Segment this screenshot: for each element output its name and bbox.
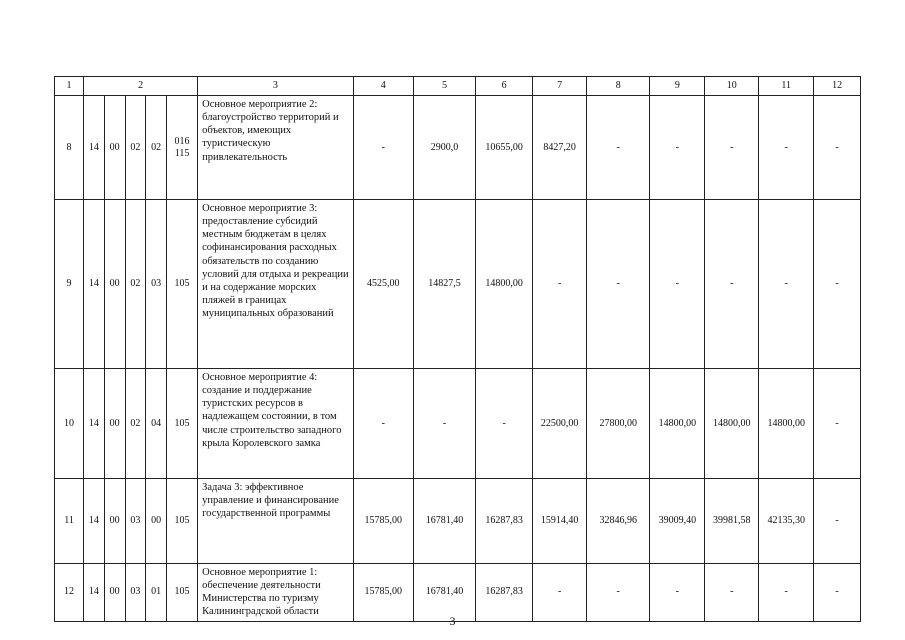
value-cell: 16287,83 — [476, 564, 533, 622]
code-cell: 03 — [125, 479, 146, 564]
row-number: 8 — [55, 96, 84, 200]
header-cell: 1 — [55, 77, 84, 96]
value-cell: 42135,30 — [759, 479, 814, 564]
value-cell: 39009,40 — [650, 479, 705, 564]
value-cell: - — [413, 369, 475, 479]
description-cell: Задача 3: эффективное управление и финансирование государственной программы — [198, 479, 354, 564]
value-cell: 15785,00 — [353, 479, 413, 564]
header-cell: 10 — [705, 77, 759, 96]
value-cell: - — [705, 564, 759, 622]
table-row — [55, 96, 861, 200]
description-cell: Основное мероприятие 3: предоставление субсидий местным бюджетам в целях софинансирования расходных обязательств по созданию условий для отдыха и рекреации и на содержание морских пляжей в границах муниципальных образований — [198, 200, 354, 369]
value-cell: - — [759, 96, 814, 200]
value-cell: 22500,00 — [533, 369, 587, 479]
value-cell: 14800,00 — [476, 200, 533, 369]
value-cell: - — [476, 369, 533, 479]
value-cell: 4525,00 — [353, 200, 413, 369]
value-cell: - — [533, 564, 587, 622]
value-cell: - — [353, 96, 413, 200]
header-cell: 12 — [814, 77, 861, 96]
code-cell: 02 — [125, 96, 146, 200]
value-cell: 39981,58 — [705, 479, 759, 564]
row-number: 12 — [55, 564, 84, 622]
header-cell: 8 — [587, 77, 650, 96]
value-cell: - — [587, 200, 650, 369]
header-cell: 9 — [650, 77, 705, 96]
value-cell: - — [533, 200, 587, 369]
value-cell: 14827,5 — [413, 200, 475, 369]
code-cell: 14 — [84, 564, 105, 622]
value-cell: - — [814, 564, 861, 622]
value-cell: 16781,40 — [413, 564, 475, 622]
code-cell: 00 — [104, 479, 125, 564]
code-cell: 02 — [125, 200, 146, 369]
value-cell: 15914,40 — [533, 479, 587, 564]
value-cell: - — [650, 200, 705, 369]
code-cell: 00 — [146, 479, 167, 564]
code-cell: 14 — [84, 369, 105, 479]
code-cell: 00 — [104, 96, 125, 200]
value-cell: 27800,00 — [587, 369, 650, 479]
value-cell: 10655,00 — [476, 96, 533, 200]
code-cell: 14 — [84, 479, 105, 564]
value-cell: - — [650, 96, 705, 200]
code-cell: 00 — [104, 564, 125, 622]
description-cell: Основное мероприятие 2: благоустройство территорий и объектов, имеющих туристическую привлекательность — [198, 96, 354, 200]
value-cell: - — [353, 369, 413, 479]
code-cell: 105 — [166, 200, 197, 369]
page-number: 3 — [449, 614, 456, 628]
row-number: 10 — [55, 369, 84, 479]
code-cell: 105 — [166, 479, 197, 564]
table-row — [55, 564, 861, 622]
description-cell: Основное мероприятие 1: обеспечение деятельности Министерства по туризму Калининградской области — [198, 564, 354, 622]
value-cell: - — [814, 96, 861, 200]
code-cell: 105 — [166, 369, 197, 479]
value-cell: - — [650, 564, 705, 622]
value-cell: 14800,00 — [705, 369, 759, 479]
code-cell: 02 — [125, 369, 146, 479]
value-cell: 2900,0 — [413, 96, 475, 200]
description-cell: Основное мероприятие 4: создание и поддержание туристских ресурсов в надлежащем состоянии, в том числе строительство западного крыла Королевского замка — [198, 369, 354, 479]
code-cell: 04 — [146, 369, 167, 479]
value-cell: - — [814, 200, 861, 369]
value-cell: 16287,83 — [476, 479, 533, 564]
header-cell: 7 — [533, 77, 587, 96]
code-cell: 14 — [84, 96, 105, 200]
header-cell: 5 — [413, 77, 475, 96]
code-cell: 105 — [166, 564, 197, 622]
row-number: 9 — [55, 200, 84, 369]
value-cell: - — [759, 200, 814, 369]
value-cell: - — [587, 564, 650, 622]
budget-table — [54, 76, 861, 622]
code-cell: 03 — [125, 564, 146, 622]
code-cell: 00 — [104, 200, 125, 369]
value-cell: - — [705, 96, 759, 200]
header-cell: 3 — [198, 77, 354, 96]
code-cell: 14 — [84, 200, 105, 369]
header-cell: 6 — [476, 77, 533, 96]
value-cell: - — [759, 564, 814, 622]
value-cell: 14800,00 — [759, 369, 814, 479]
header-cell: 2 — [84, 77, 198, 96]
value-cell: - — [814, 479, 861, 564]
table-row — [55, 369, 861, 479]
row-number: 11 — [55, 479, 84, 564]
table-header-row — [55, 77, 861, 96]
value-cell: - — [705, 200, 759, 369]
code-cell: 00 — [104, 369, 125, 479]
table-row — [55, 200, 861, 369]
value-cell: 14800,00 — [650, 369, 705, 479]
code-cell: 016 115 — [166, 96, 197, 200]
value-cell: 15785,00 — [353, 564, 413, 622]
value-cell: 8427,20 — [533, 96, 587, 200]
value-cell: - — [587, 96, 650, 200]
code-cell: 01 — [146, 564, 167, 622]
header-cell: 4 — [353, 77, 413, 96]
header-cell: 11 — [759, 77, 814, 96]
value-cell: - — [814, 369, 861, 479]
code-cell: 03 — [146, 200, 167, 369]
value-cell: 32846,96 — [587, 479, 650, 564]
code-cell: 02 — [146, 96, 167, 200]
value-cell: 16781,40 — [413, 479, 475, 564]
table-row — [55, 479, 861, 564]
